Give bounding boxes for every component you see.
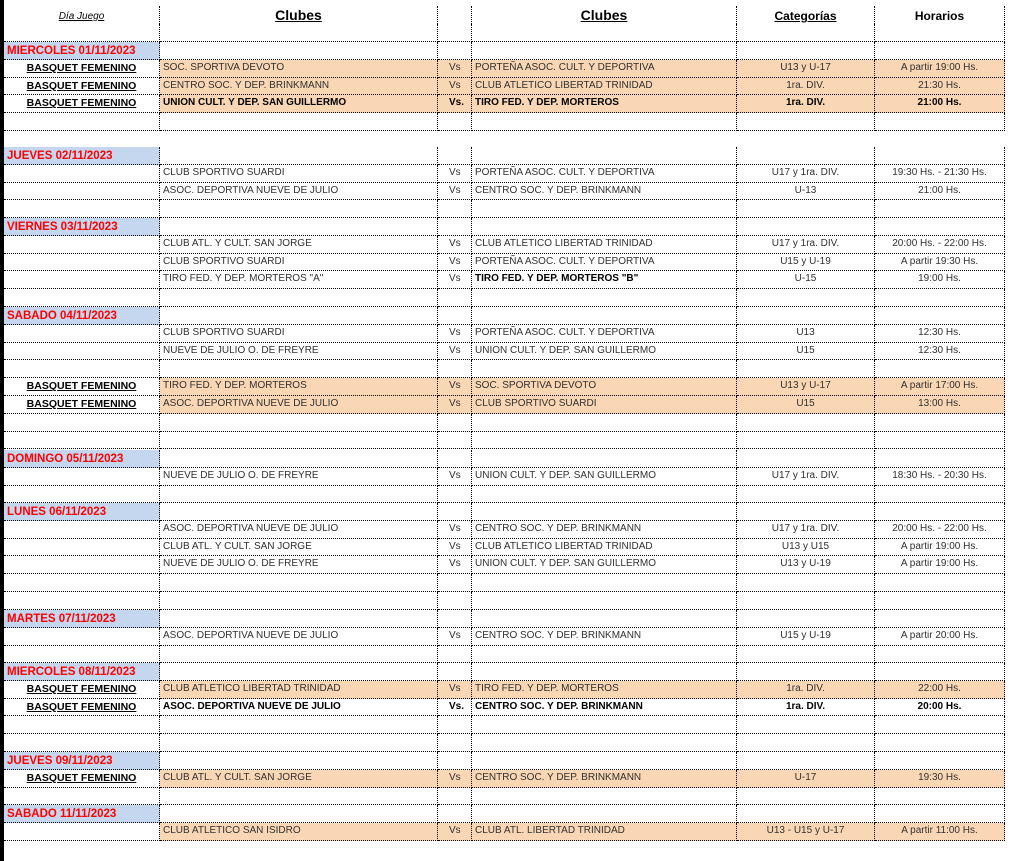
home-club: CLUB SPORTIVO SUARDI	[160, 165, 438, 183]
empty-cell	[875, 752, 1005, 770]
empty-cell	[472, 574, 737, 592]
vs-label: Vs	[438, 254, 472, 272]
category-label	[4, 539, 160, 557]
empty-cell	[438, 289, 472, 307]
match-time: 21:00 Hs.	[875, 95, 1005, 113]
empty-cell	[160, 716, 438, 734]
match-time: 20:00 Hs. - 22:00 Hs.	[875, 236, 1005, 254]
match-category: 1ra. DIV.	[737, 699, 875, 717]
empty-cell	[160, 218, 438, 236]
empty-cell	[4, 432, 160, 450]
match-category: U13 - U15 y U-17	[737, 823, 875, 841]
match-time: A partir 19:00 Hs.	[875, 60, 1005, 78]
empty-cell	[472, 113, 737, 131]
empty-cell	[438, 788, 472, 806]
empty-cell	[472, 610, 737, 628]
header-vs-spacer	[438, 6, 472, 26]
empty-cell	[737, 24, 875, 42]
match-time: A partir 11:00 Hs.	[875, 823, 1005, 841]
empty-cell	[4, 289, 160, 307]
home-club: ASOC. DEPORTIVA NUEVE DE JULIO	[160, 183, 438, 201]
match-category: U17 y 1ra. DIV.	[737, 521, 875, 539]
away-club: CLUB ATLETICO LIBERTAD TRINIDAD	[472, 539, 737, 557]
category-label	[4, 468, 160, 486]
home-club: CLUB ATL. Y CULT. SAN JORGE	[160, 770, 438, 788]
empty-cell	[737, 734, 875, 752]
empty-cell	[4, 716, 160, 734]
header-clubes-away: Clubes	[472, 6, 737, 26]
empty-cell	[160, 289, 438, 307]
empty-cell	[875, 289, 1005, 307]
empty-cell	[737, 503, 875, 521]
vs-label: Vs	[438, 396, 472, 414]
home-club: CLUB SPORTIVO SUARDI	[160, 254, 438, 272]
match-time: 22:00 Hs.	[875, 681, 1005, 699]
empty-cell	[737, 42, 875, 60]
empty-cell	[472, 646, 737, 664]
match-time: 19:30 Hs. - 21:30 Hs.	[875, 165, 1005, 183]
empty-cell	[737, 147, 875, 165]
empty-cell	[472, 307, 737, 325]
empty-cell	[160, 450, 438, 468]
empty-cell	[438, 218, 472, 236]
category-label	[4, 343, 160, 361]
empty-cell	[875, 734, 1005, 752]
category-label: BASQUET FEMENINO	[4, 699, 160, 717]
empty-cell	[472, 218, 737, 236]
empty-cell	[875, 503, 1005, 521]
vs-label: Vs	[438, 183, 472, 201]
empty-cell	[438, 610, 472, 628]
match-category: 1ra. DIV.	[737, 681, 875, 699]
away-club: CENTRO SOC. Y DEP. BRINKMANN	[472, 699, 737, 717]
category-label	[4, 183, 160, 201]
empty-cell	[438, 414, 472, 432]
empty-cell	[4, 646, 160, 664]
home-club: TIRO FED. Y DEP. MORTEROS "A"	[160, 271, 438, 289]
day-date-label: JUEVES 09/11/2023	[4, 752, 160, 770]
empty-cell	[737, 307, 875, 325]
empty-cell	[160, 307, 438, 325]
empty-cell	[160, 646, 438, 664]
category-label: BASQUET FEMENINO	[4, 770, 160, 788]
away-club: PORTEÑA ASOC. CULT. Y DEPORTIVA	[472, 325, 737, 343]
match-time: A partir 17:00 Hs.	[875, 378, 1005, 396]
match-time: 20:00 Hs.	[875, 699, 1005, 717]
category-label: BASQUET FEMENINO	[4, 95, 160, 113]
empty-cell	[160, 610, 438, 628]
away-club: CENTRO SOC. Y DEP. BRINKMANN	[472, 183, 737, 201]
empty-cell	[737, 414, 875, 432]
away-club: PORTEÑA ASOC. CULT. Y DEPORTIVA	[472, 60, 737, 78]
day-date-label: LUNES 06/11/2023	[4, 503, 160, 521]
empty-cell	[875, 307, 1005, 325]
away-club: UNION CULT. Y DEP. SAN GUILLERMO	[472, 468, 737, 486]
match-category: U17 y 1ra. DIV.	[737, 236, 875, 254]
empty-cell	[4, 360, 160, 378]
empty-cell	[438, 42, 472, 60]
empty-cell	[737, 805, 875, 823]
category-label: BASQUET FEMENINO	[4, 396, 160, 414]
empty-cell	[737, 360, 875, 378]
empty-cell	[875, 42, 1005, 60]
match-category: U15	[737, 396, 875, 414]
empty-cell	[438, 486, 472, 504]
away-club: PORTEÑA ASOC. CULT. Y DEPORTIVA	[472, 254, 737, 272]
empty-cell	[472, 663, 737, 681]
home-club: SOC. SPORTIVA DEVOTO	[160, 60, 438, 78]
empty-cell	[472, 414, 737, 432]
home-club: CENTRO SOC. Y DEP. BRINKMANN	[160, 78, 438, 96]
empty-cell	[875, 432, 1005, 450]
header-categorias: Categorías	[737, 6, 875, 26]
empty-cell	[875, 574, 1005, 592]
empty-cell	[875, 610, 1005, 628]
empty-cell	[438, 307, 472, 325]
empty-cell	[875, 147, 1005, 165]
empty-cell	[472, 734, 737, 752]
category-label: BASQUET FEMENINO	[4, 78, 160, 96]
vs-label: Vs	[438, 681, 472, 699]
empty-cell	[438, 752, 472, 770]
category-label	[4, 556, 160, 574]
empty-cell	[438, 663, 472, 681]
category-label	[4, 521, 160, 539]
empty-cell	[438, 734, 472, 752]
empty-cell	[875, 805, 1005, 823]
match-time: 20:00 Hs. - 22:00 Hs.	[875, 521, 1005, 539]
day-date-label: MIERCOLES 01/11/2023	[4, 42, 160, 60]
match-category: U13 y U15	[737, 539, 875, 557]
empty-cell	[4, 486, 160, 504]
empty-cell	[472, 289, 737, 307]
empty-cell	[438, 147, 472, 165]
empty-cell	[737, 716, 875, 734]
home-club: NUEVE DE JULIO O. DE FREYRE	[160, 556, 438, 574]
day-date-label: VIERNES 03/11/2023	[4, 218, 160, 236]
home-club: CLUB ATL. Y CULT. SAN JORGE	[160, 236, 438, 254]
match-category: 1ra. DIV.	[737, 78, 875, 96]
away-club: UNION CULT. Y DEP. SAN GUILLERMO	[472, 556, 737, 574]
empty-cell	[737, 200, 875, 218]
empty-cell	[160, 788, 438, 806]
away-club: CLUB ATL. LIBERTAD TRINIDAD	[472, 823, 737, 841]
match-category: U-17	[737, 770, 875, 788]
day-date-label: DOMINGO 05/11/2023	[4, 450, 160, 468]
empty-cell	[438, 805, 472, 823]
home-club: ASOC. DEPORTIVA NUEVE DE JULIO	[160, 396, 438, 414]
match-category: U13 y U-17	[737, 378, 875, 396]
day-date-label: SABADO 04/11/2023	[4, 307, 160, 325]
empty-cell	[875, 716, 1005, 734]
home-club: NUEVE DE JULIO O. DE FREYRE	[160, 468, 438, 486]
empty-cell	[438, 360, 472, 378]
vs-label: Vs	[438, 628, 472, 646]
match-category: U-15	[737, 271, 875, 289]
empty-cell	[160, 42, 438, 60]
away-club: UNION CULT. Y DEP. SAN GUILLERMO	[472, 343, 737, 361]
home-club: ASOC. DEPORTIVA NUEVE DE JULIO	[160, 521, 438, 539]
home-club: CLUB ATLETICO LIBERTAD TRINIDAD	[160, 681, 438, 699]
match-category: U17 y 1ra. DIV.	[737, 468, 875, 486]
empty-cell	[438, 716, 472, 734]
match-category: U-13	[737, 183, 875, 201]
empty-cell	[160, 432, 438, 450]
empty-cell	[737, 432, 875, 450]
away-club: TIRO FED. Y DEP. MORTEROS "B"	[472, 271, 737, 289]
empty-cell	[472, 716, 737, 734]
vs-label: Vs.	[438, 95, 472, 113]
away-club: CENTRO SOC. Y DEP. BRINKMANN	[472, 770, 737, 788]
empty-cell	[160, 200, 438, 218]
category-label	[4, 165, 160, 183]
match-time: 12:30 Hs.	[875, 325, 1005, 343]
empty-cell	[737, 289, 875, 307]
empty-cell	[160, 592, 438, 610]
match-category: U13 y U-19	[737, 556, 875, 574]
home-club: ASOC. DEPORTIVA NUEVE DE JULIO	[160, 699, 438, 717]
empty-cell	[472, 486, 737, 504]
match-time: 19:00 Hs.	[875, 271, 1005, 289]
match-category: U13	[737, 325, 875, 343]
empty-cell	[472, 42, 737, 60]
match-category: U15	[737, 343, 875, 361]
empty-cell	[4, 788, 160, 806]
empty-cell	[160, 752, 438, 770]
vs-label: Vs	[438, 60, 472, 78]
empty-cell	[875, 414, 1005, 432]
empty-cell	[737, 574, 875, 592]
empty-cell	[438, 200, 472, 218]
empty-cell	[737, 752, 875, 770]
match-category: U13 y U-17	[737, 60, 875, 78]
category-label	[4, 236, 160, 254]
empty-cell	[472, 592, 737, 610]
match-time: 18:30 Hs. - 20:30 Hs.	[875, 468, 1005, 486]
vs-label: Vs	[438, 343, 472, 361]
empty-cell	[472, 432, 737, 450]
empty-cell	[472, 24, 737, 42]
empty-cell	[472, 805, 737, 823]
empty-cell	[737, 663, 875, 681]
home-club: NUEVE DE JULIO O. DE FREYRE	[160, 343, 438, 361]
empty-cell	[438, 646, 472, 664]
away-club: CENTRO SOC. Y DEP. BRINKMANN	[472, 628, 737, 646]
empty-cell	[160, 414, 438, 432]
empty-cell	[875, 360, 1005, 378]
match-time: A partir 19:30 Hs.	[875, 254, 1005, 272]
empty-cell	[4, 414, 160, 432]
empty-cell	[438, 592, 472, 610]
empty-cell	[875, 592, 1005, 610]
empty-cell	[160, 805, 438, 823]
empty-cell	[438, 432, 472, 450]
empty-cell	[472, 450, 737, 468]
match-time: A partir 19:00 Hs.	[875, 539, 1005, 557]
empty-cell	[438, 24, 472, 42]
day-date-label: MIERCOLES 08/11/2023	[4, 663, 160, 681]
match-time: 21:30 Hs.	[875, 78, 1005, 96]
vs-label: Vs.	[438, 699, 472, 717]
empty-cell	[875, 24, 1005, 42]
vs-label: Vs	[438, 78, 472, 96]
empty-cell	[737, 450, 875, 468]
category-label	[4, 823, 160, 841]
category-label	[4, 271, 160, 289]
empty-cell	[737, 610, 875, 628]
empty-cell	[737, 646, 875, 664]
empty-cell	[737, 486, 875, 504]
empty-cell	[4, 592, 160, 610]
away-club: PORTEÑA ASOC. CULT. Y DEPORTIVA	[472, 165, 737, 183]
vs-label: Vs	[438, 236, 472, 254]
match-category: 1ra. DIV.	[737, 95, 875, 113]
category-label	[4, 254, 160, 272]
empty-cell	[160, 486, 438, 504]
empty-cell	[875, 646, 1005, 664]
empty-cell	[4, 24, 160, 42]
empty-cell	[737, 113, 875, 131]
empty-cell	[737, 788, 875, 806]
empty-cell	[875, 200, 1005, 218]
category-label	[4, 325, 160, 343]
empty-cell	[4, 113, 160, 131]
vs-label: Vs	[438, 521, 472, 539]
vs-label: Vs	[438, 556, 472, 574]
empty-cell	[160, 574, 438, 592]
vs-label: Vs	[438, 539, 472, 557]
category-label: BASQUET FEMENINO	[4, 60, 160, 78]
vs-label: Vs	[438, 165, 472, 183]
match-category: U17 y 1ra. DIV.	[737, 165, 875, 183]
away-club: CLUB SPORTIVO SUARDI	[472, 396, 737, 414]
match-category: U15 y U-19	[737, 254, 875, 272]
header-dia-juego: Día Juego	[4, 6, 160, 26]
day-date-label: MARTES 07/11/2023	[4, 610, 160, 628]
vs-label: Vs	[438, 325, 472, 343]
away-club: TIRO FED. Y DEP. MORTEROS	[472, 95, 737, 113]
empty-cell	[160, 24, 438, 42]
empty-cell	[438, 113, 472, 131]
match-time: 12:30 Hs.	[875, 343, 1005, 361]
category-label	[4, 628, 160, 646]
empty-cell	[4, 200, 160, 218]
empty-cell	[472, 752, 737, 770]
header-clubes-home: Clubes	[160, 6, 438, 26]
header-horarios: Horarios	[875, 6, 1005, 26]
empty-cell	[472, 147, 737, 165]
empty-cell	[737, 218, 875, 236]
empty-cell	[472, 503, 737, 521]
match-time: 21:00 Hs.	[875, 183, 1005, 201]
away-club: SOC. SPORTIVA DEVOTO	[472, 378, 737, 396]
home-club: CLUB ATL. Y CULT. SAN JORGE	[160, 539, 438, 557]
match-time: 13:00 Hs.	[875, 396, 1005, 414]
empty-cell	[160, 147, 438, 165]
day-date-label: SABADO 11/11/2023	[4, 805, 160, 823]
away-club: CLUB ATLETICO LIBERTAD TRINIDAD	[472, 78, 737, 96]
match-category: U15 y U-19	[737, 628, 875, 646]
empty-cell	[4, 574, 160, 592]
vs-label: Vs	[438, 271, 472, 289]
empty-cell	[875, 788, 1005, 806]
empty-cell	[875, 486, 1005, 504]
match-time: A partir 19:00 Hs.	[875, 556, 1005, 574]
empty-cell	[472, 360, 737, 378]
home-club: CLUB ATLETICO SAN ISIDRO	[160, 823, 438, 841]
away-club: CLUB ATLETICO LIBERTAD TRINIDAD	[472, 236, 737, 254]
empty-cell	[438, 450, 472, 468]
away-club: CENTRO SOC. Y DEP. BRINKMANN	[472, 521, 737, 539]
category-label: BASQUET FEMENINO	[4, 378, 160, 396]
empty-cell	[875, 663, 1005, 681]
empty-cell	[160, 503, 438, 521]
empty-cell	[438, 503, 472, 521]
day-date-label: JUEVES 02/11/2023	[4, 147, 160, 165]
empty-cell	[160, 663, 438, 681]
empty-cell	[160, 113, 438, 131]
empty-cell	[160, 734, 438, 752]
away-club: TIRO FED. Y DEP. MORTEROS	[472, 681, 737, 699]
empty-cell	[875, 218, 1005, 236]
home-club: TIRO FED. Y DEP. MORTEROS	[160, 378, 438, 396]
empty-cell	[875, 450, 1005, 468]
match-time: A partir 20:00 Hs.	[875, 628, 1005, 646]
home-club: CLUB SPORTIVO SUARDI	[160, 325, 438, 343]
empty-cell	[472, 200, 737, 218]
match-time: 19:30 Hs.	[875, 770, 1005, 788]
category-label: BASQUET FEMENINO	[4, 681, 160, 699]
empty-cell	[875, 113, 1005, 131]
empty-cell	[438, 574, 472, 592]
empty-cell	[472, 788, 737, 806]
empty-cell	[4, 734, 160, 752]
home-club: ASOC. DEPORTIVA NUEVE DE JULIO	[160, 628, 438, 646]
vs-label: Vs	[438, 378, 472, 396]
home-club: UNION CULT. Y DEP. SAN GUILLERMO	[160, 95, 438, 113]
vs-label: Vs	[438, 823, 472, 841]
empty-cell	[160, 360, 438, 378]
empty-cell	[737, 592, 875, 610]
vs-label: Vs	[438, 468, 472, 486]
vs-label: Vs	[438, 770, 472, 788]
